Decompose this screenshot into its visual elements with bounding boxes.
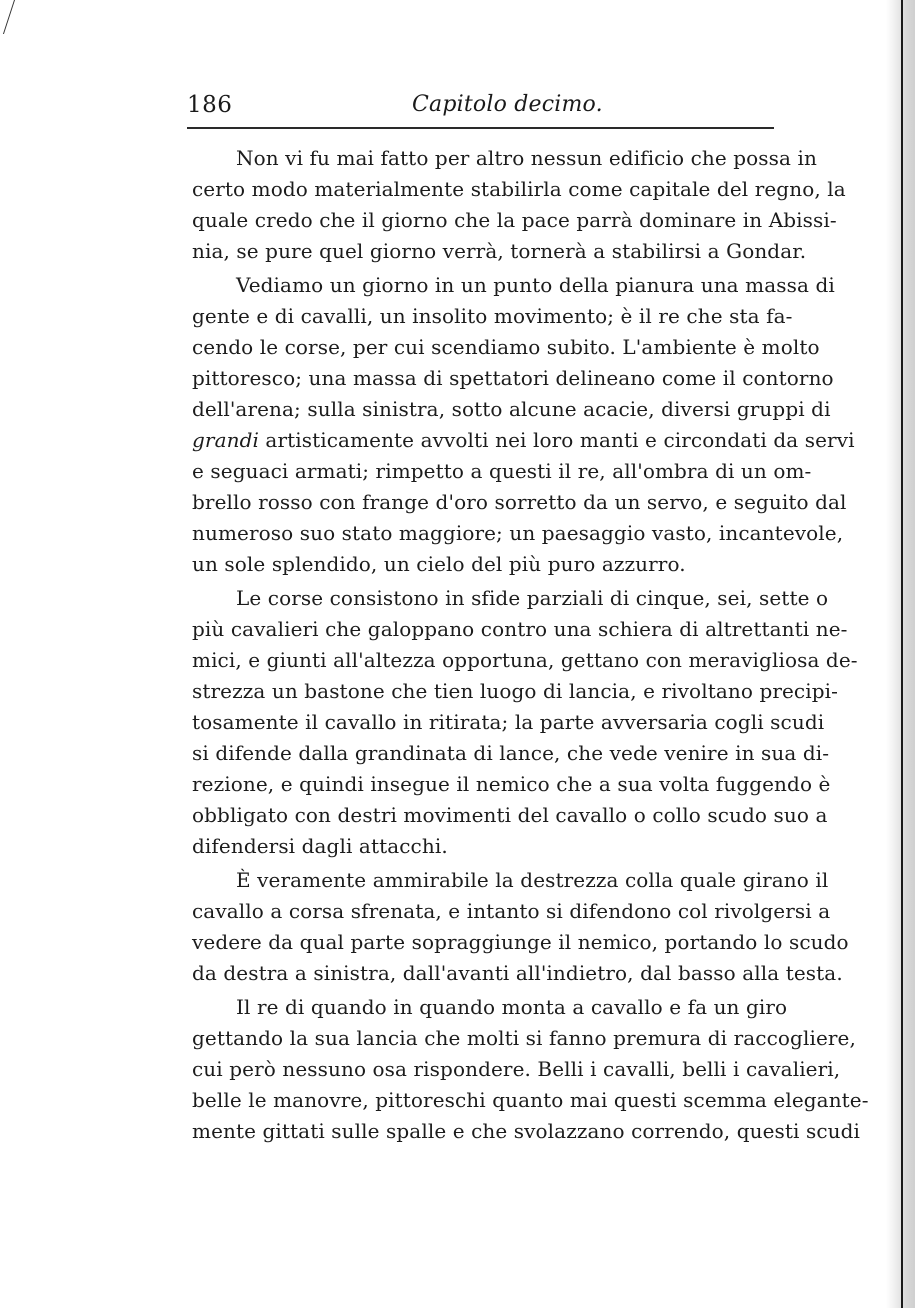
running-head [187,88,774,124]
text-line: si difende dalla grandinata di lance, che vede venire in sua di- [192,741,830,765]
text-line: difendersi dagli attacchi. [192,834,448,858]
text-fragment: artisticamente avvolti nei loro manti e circondati da servi [258,428,855,452]
text-line: più cavalieri che galoppano contro una schiera di altrettanti ne- [192,617,848,641]
text-line: obbligato con destri movimenti del cavallo o collo scudo suo a [192,803,828,827]
scan-corner-mark [0,0,15,34]
paragraph [192,270,855,580]
text-line: un sole splendido, un cielo del più puro azzurro. [192,552,686,576]
text-line: mici, e giunti all'altezza opportuna, gettano con meravigliosa de- [192,648,858,672]
text-line: belle le manovre, pittoreschi quanto mai questi scemma elegante- [192,1088,869,1112]
text-line: e seguaci armati; rimpetto a questi il re, all'ombra di un om- [192,459,812,483]
text-line: Le corse consistono in sfide parziali di cinque, sei, sette o [236,586,829,610]
text-line: Il re di quando in quando monta a cavallo e fa un giro [236,995,788,1019]
text-line: dell'arena; sulla sinistra, sotto alcune acacie, diversi gruppi di [192,397,831,421]
scan-binding-line [901,0,903,1308]
paragraph [192,992,869,1147]
text-line: brello rosso con frange d'oro sorretto da un servo, e seguito dal [192,490,847,514]
text-line: da destra a sinistra, dall'avanti all'indietro, dal basso alla testa. [192,961,843,985]
paragraph [192,865,849,989]
text-line: È veramente ammirabile la destrezza colla quale girano il [236,868,829,892]
text-line: gettando la sua lancia che molti si fanno premura di raccogliere, [192,1026,856,1050]
body-text [192,143,869,1147]
paragraph [192,583,858,862]
header-rule [187,127,774,129]
text-line-with-italic [192,425,855,456]
text-line: vedere da qual parte sopraggiunge il nemico, portando lo scudo [192,930,849,954]
text-line: strezza un bastone che tien luogo di lancia, e rivoltano precipi- [192,679,838,703]
text-line: rezione, e quindi insegue il nemico che a sua volta fuggendo è [192,772,831,796]
chapter-title: Capitolo decimo. [412,92,603,117]
text-line: nia, se pure quel giorno verrà, tornerà a stabilirsi a Gondar. [192,239,807,263]
text-line: certo modo materialmente stabilirla come capitale del regno, la [192,177,846,201]
text-line: cui però nessuno osa rispondere. Belli i cavalli, belli i cavalieri, [192,1057,841,1081]
text-line: Non vi fu mai fatto per altro nessun edificio che possa in [236,146,817,170]
page-number: 186 [187,92,233,118]
text-line: pittoresco; una massa di spettatori delineano come il contorno [192,366,834,390]
text-line: Vediamo un giorno in un punto della pianura una massa di [236,273,835,297]
text-line: tosamente il cavallo in ritirata; la parte avversaria cogli scudi [192,710,825,734]
text-line: quale credo che il giorno che la pace parrà dominare in Abissi- [192,208,837,232]
paragraph [192,143,846,267]
text-line: cavallo a corsa sfrenata, e intanto si difendono col rivolgersi a [192,899,831,923]
text-line: cendo le corse, per cui scendiamo subito. L'ambiente è molto [192,335,820,359]
text-line: numeroso suo stato maggiore; un paesaggio vasto, incantevole, [192,521,844,545]
text-line: gente e di cavalli, un insolito movimento; è il re che sta fa- [192,304,793,328]
italic-word: grandi [192,428,259,452]
text-line: mente gittati sulle spalle e che svolazzano correndo, questi scudi [192,1119,861,1143]
